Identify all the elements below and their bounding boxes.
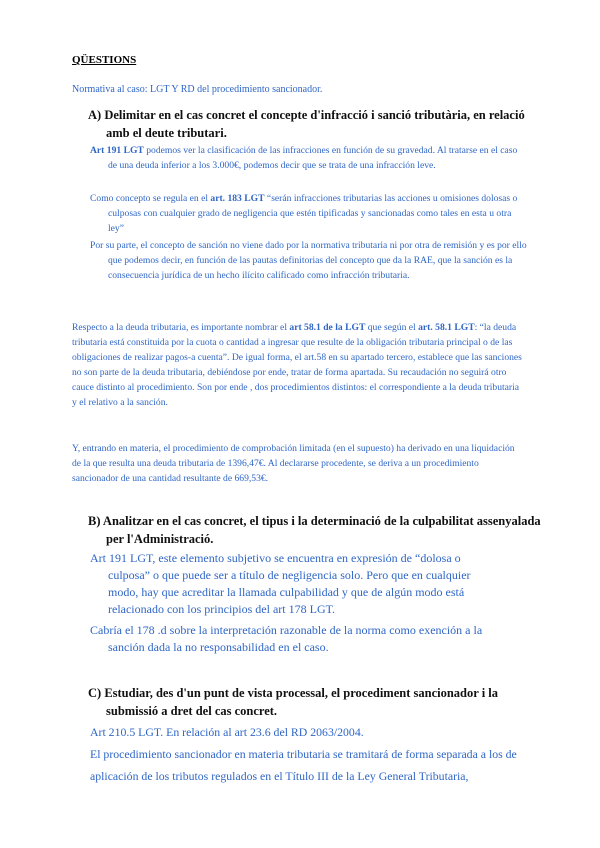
normative-line: Normativa al caso: LGT Y RD del procedimiento sancionador. [72,84,323,95]
section-a-paragraph-2 [90,191,528,236]
ref-art-58-1-lgt: art. 58.1 LGT [418,322,475,333]
section-a-p2-pre: Como concepto se regula en el [90,193,211,204]
section-a-p2-text: “serán infracciones tributarias las acciones u omisiones dolosas o culposas con cualquier grado de negligencia que estén tipificadas y sancionadas como tales en esta u otra ley” [108,193,518,234]
section-a-paragraph-4 [72,320,522,410]
question-c-heading: C) Estudiar, des d'un punt de vista processal, el procediment sancionador i la submissió a dret del cas concret. [88,686,499,718]
section-a-p4-text: : “la deuda tributaria está constituida por la cuota o cantidad a ingresar que resulte de la obligación tributaria principal o de las obligaciones de realizar pagos-a cuenta”. De igual forma, el art.58 en su apartado tercero, establece que las sanciones no son parte de la deuda tributaria, debiéndose por ende, tratar de forma apartada. Su recaudación no seguirá otro cauce distinto al procedimiento. Son por ende , dos procedimientos distintos: el correspondiente a la deuda tributaria y el relativo a la sanción. [72,322,522,408]
section-a-p4-pre: Respecto a la deuda tributaria, es importante nombrar el [72,322,290,333]
section-a-p4-mid: que según el [365,322,419,333]
section-b-paragraph-2: Cabría el 178 .d sobre la interpretación razonable de la norma como exención a la sanción dada la no responsabilidad en el caso. [90,623,483,654]
section-a-p1-text: podemos ver la clasificación de las infracciones en función de su gravedad. Al tratarse en el caso de una deuda inferior a los 3.000€, podemos decir que se trata de una infracción leve. [108,145,518,171]
ref-art-183: art. 183 LGT [210,193,265,204]
section-a-paragraph-5: Y, entrando en materia, el procedimiento de comprobación limitada (en el supuesto) ha derivado en una liquidación de la que resulta una deuda tributaria de 1396,47€. Al declararse procedente, se deriva a un procedimiento sancionador de una cantidad resultante de 669,53€. [72,443,515,484]
section-a-paragraph-3: Por su parte, el concepto de sanción no viene dado por la normativa tributaria ni por otra de remisión y es por ello que podemos decir, en función de las pautas definitorias del concepto que da la RAE, que la sanción es la consecuencia jurídica de un hecho ilícito calificado como infracción tributaria. [90,240,527,281]
ref-art-58-1: art 58.1 de la LGT [289,322,366,333]
page-title: QÜESTIONS [72,54,137,66]
section-b-paragraph-1: Art 191 LGT, este elemento subjetivo se encuentra en expresión de “dolosa o culposa” o que puede ser a título de negligencia solo. Pero que en cualquier modo, hay que acreditar la llamada culpabilidad y que de algún modo está relacionado con los principios del art 178 LGT. [90,551,471,616]
section-a-paragraph-1 [90,143,528,173]
section-c-paragraph-2: El procedimiento sancionador en materia tributaria se tramitará de forma separada a los de aplicación de los tributos regulados en el Título III de la Ley General Tributaria, [90,747,517,783]
section-c-paragraph-1: Art 210.5 LGT. En relación al art 23.6 del RD 2063/2004. [90,725,364,739]
question-a-heading: A) Delimitar en el cas concret el concepte d'infracció i sanció tributària, en relació amb el deute tributari. [88,108,525,140]
ref-art-191: Art 191 LGT [90,145,144,156]
question-b-heading: B) Analitzar en el cas concret, el tipus i la determinació de la culpabilitat assenyalada per l'Administració. [88,514,541,546]
